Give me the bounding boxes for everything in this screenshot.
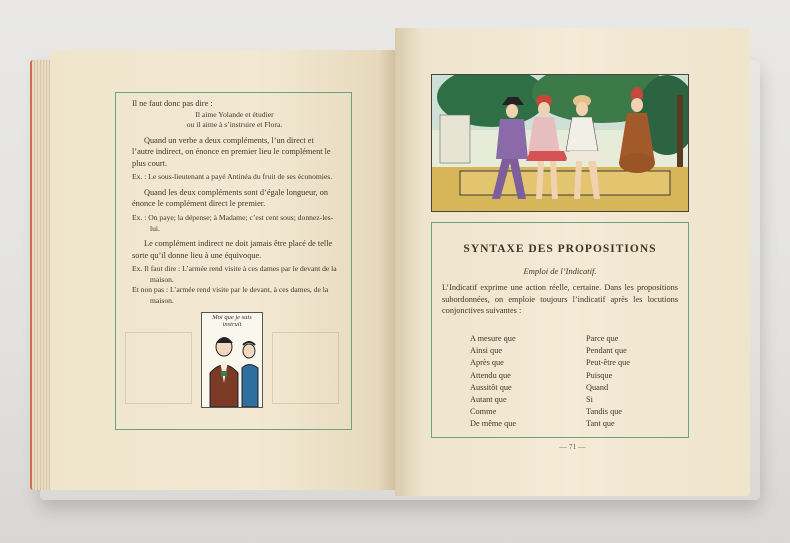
- left-line-10: Et non pas : L’armée rend visite par le devant, à ces dames, de la maison.: [132, 285, 329, 305]
- conjunctions-column-1: [470, 333, 516, 431]
- cartoon-illustration: [201, 312, 263, 408]
- conjunction-item: Comme: [470, 407, 497, 417]
- intro-paragraph: L’Indicatif exprime une action réelle, certaine. Dans les propositions subordonnées, on emploie toujours l’indicatif après les locutions conjonctives suivantes :: [442, 283, 678, 316]
- conjunction-item: Pendant que: [586, 346, 627, 356]
- left-line-6: Quand les deux compléments sont d’égale longueur, on énonce le complément direct le premier.: [132, 187, 328, 209]
- left-page: [50, 50, 395, 490]
- left-line-3: ou il aime à s’instruire et Flora.: [186, 120, 283, 130]
- syntax-frame: [431, 222, 689, 438]
- show-through-left: [125, 332, 192, 404]
- conjunction-item: Si: [586, 395, 593, 405]
- conjunction-item: Puisque: [586, 370, 613, 380]
- conjunction-item: Tandis que: [586, 407, 623, 417]
- color-illustration: [431, 74, 689, 212]
- left-line-4: Quand un verbe a deux compléments, l’un direct et l’autre indirect, on énonce en premier lieu le complément le plus court.: [132, 135, 331, 168]
- left-line-5: Ex. : Le sous-lieutenant a payé Antinéa du fruit de ses économies.: [132, 172, 333, 182]
- conjunction-item: Quand: [586, 382, 609, 392]
- conjunction-item: De même que: [470, 419, 517, 429]
- conjunction-item: Ainsi que: [470, 346, 503, 356]
- cartoon-figures: [202, 313, 262, 407]
- section-subtitle: Emploi de l’Indicatif.: [523, 266, 597, 276]
- left-line-8: Le complément indirect ne doit jamais être placé de telle sorte qu’il donne lieu à une équivoque.: [132, 239, 333, 260]
- park-scene: [432, 75, 688, 211]
- left-line-1: Il ne faut donc pas dire :: [132, 99, 213, 108]
- conjunction-item: A mesure que: [470, 334, 516, 343]
- conjunction-item: Tant que: [586, 419, 615, 429]
- page-number: — 71 —: [559, 442, 586, 451]
- conjunction-item: Aussitôt que: [470, 382, 512, 392]
- right-page: [395, 28, 750, 496]
- conjunctions-column-2: [586, 333, 630, 431]
- cartoon-caption: Moi que je suis instruit: [212, 314, 252, 328]
- show-through-right: [272, 332, 339, 404]
- left-text-block: [132, 98, 337, 306]
- left-line-2: Il aime Yolande et étudier: [195, 109, 274, 119]
- conjunction-item: Après que: [470, 358, 504, 368]
- left-line-9: Ex. Il faut dire : L’armée rend visite à ces dames par le devant de la maison.: [132, 264, 337, 284]
- conjunction-item: Parce que: [586, 334, 619, 343]
- conjunction-item: Autant que: [470, 395, 507, 405]
- conjunction-item: Peut-être que: [586, 358, 631, 368]
- conjunction-item: Attendu que: [470, 370, 511, 380]
- section-title: SYNTAXE DES PROPOSITIONS: [463, 243, 657, 255]
- left-line-7: Ex. : On paye; la dépense; à Madame; c’est cent sous; donnez-les-lui.: [132, 213, 334, 233]
